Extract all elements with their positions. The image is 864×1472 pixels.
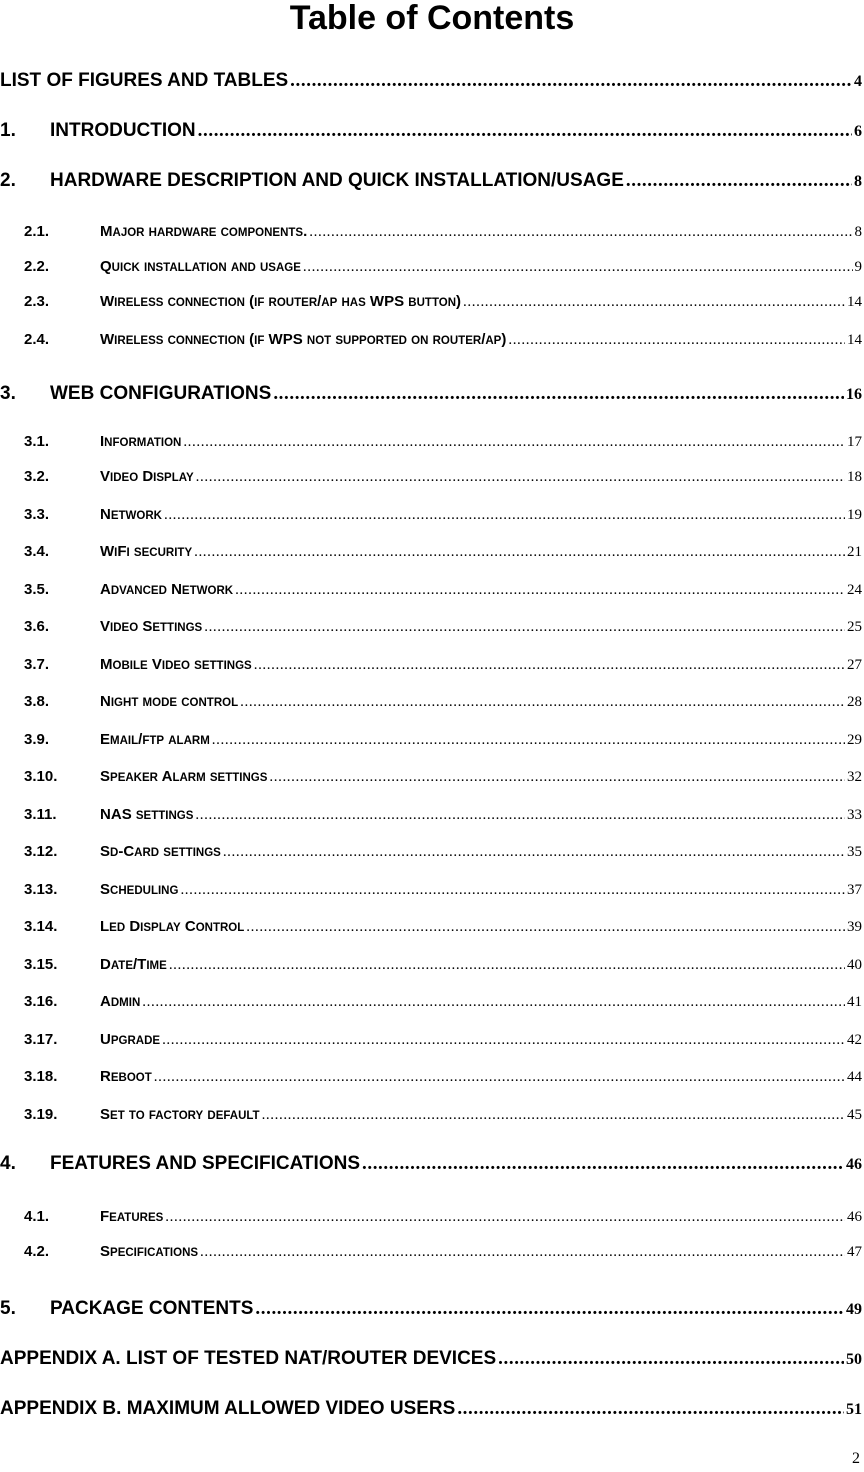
toc-entry[interactable] [0, 223, 864, 243]
toc-dot-leader [498, 1348, 844, 1370]
toc-dot-leader [255, 1298, 844, 1320]
toc-entry-label: SCHEDULING [100, 881, 179, 898]
toc-entry-label: APPENDIX B. MAXIMUM ALLOWED VIDEO USERS [0, 1398, 456, 1419]
toc-entry[interactable] [0, 293, 864, 313]
toc-entry[interactable] [0, 1031, 864, 1051]
toc-entry-label: DATE/TIME [100, 956, 167, 973]
toc-entry-number: 2.2. [24, 258, 50, 275]
toc-dot-leader [212, 732, 845, 749]
toc-entry[interactable] [0, 693, 864, 713]
toc-entry-page: 16 [846, 386, 862, 403]
toc-entry-number: 3.7. [24, 656, 50, 673]
toc-entry-label: FEATURES AND SPECIFICATIONS [50, 1153, 360, 1174]
toc-dot-leader [303, 259, 853, 276]
toc-dot-leader [262, 1107, 845, 1124]
toc-entry-label: WEB CONFIGURATIONS [50, 383, 272, 404]
toc-entry-number: 2.3. [24, 293, 50, 310]
toc-entry[interactable] [0, 506, 864, 526]
toc-entry-number: 3.19. [24, 1106, 58, 1123]
toc-entry-page: 8 [854, 224, 862, 240]
toc-entry-page: 18 [847, 469, 862, 485]
toc-entry-label: NETWORK [100, 506, 162, 523]
toc-entry-number: 4.1. [24, 1208, 50, 1225]
toc-entry[interactable] [0, 1208, 864, 1228]
toc-entry-label: WIFI SECURITY [100, 543, 193, 560]
toc-entry-page: 46 [847, 1209, 862, 1225]
toc-entry[interactable] [0, 468, 864, 488]
toc-dot-leader [183, 434, 845, 451]
toc-entry[interactable] [0, 1153, 864, 1177]
toc-entry-number: 3.15. [24, 956, 58, 973]
toc-entry-page: 42 [847, 1032, 862, 1048]
toc-dot-leader [508, 332, 845, 349]
toc-entry-number: 3.11. [24, 806, 57, 823]
toc-dot-leader [457, 1398, 844, 1420]
toc-entry-page: 50 [846, 1351, 862, 1368]
toc-entry-label: SPECIFICATIONS [100, 1243, 199, 1260]
toc-entry-number: 3.18. [24, 1068, 58, 1085]
toc-entry[interactable] [0, 331, 864, 351]
toc-entry[interactable] [0, 258, 864, 278]
toc-entry-number: 3.17. [24, 1031, 58, 1048]
toc-dot-leader [235, 582, 845, 599]
toc-entry-number: 3.6. [24, 618, 50, 635]
toc-entry-label: MOBILE VIDEO SETTINGS [100, 656, 252, 673]
toc-dot-leader [162, 1032, 845, 1049]
toc-entry[interactable] [0, 1243, 864, 1263]
toc-entry-label: APPENDIX A. LIST OF TESTED NAT/ROUTER DEVICES [0, 1348, 497, 1369]
toc-entry-number: 4.2. [24, 1243, 50, 1260]
toc-dot-leader [198, 120, 852, 142]
toc-dot-leader [200, 1244, 845, 1261]
toc-entry[interactable] [0, 170, 864, 194]
toc-entry-page: 21 [847, 544, 862, 560]
toc-entry[interactable] [0, 881, 864, 901]
toc-dot-leader [290, 70, 852, 92]
toc-entry-number: 3.13. [24, 881, 58, 898]
toc-dot-leader [164, 507, 845, 524]
toc-entry-page: 29 [847, 732, 862, 748]
toc-dot-leader [223, 844, 845, 861]
toc-dot-leader [254, 657, 845, 674]
toc-entry-page: 33 [847, 807, 862, 823]
toc-entry-label: VIDEO SETTINGS [100, 618, 203, 635]
toc-entry-page: 39 [847, 919, 862, 935]
toc-dot-leader [204, 619, 845, 636]
toc-entry-page: 17 [847, 434, 862, 450]
toc-entry-page: 32 [847, 769, 862, 785]
toc-entry-page: 46 [846, 1156, 862, 1173]
toc-entry-page: 44 [847, 1069, 862, 1085]
toc-entry-number: 5. [0, 1298, 16, 1319]
toc-entry-number: 3.8. [24, 693, 50, 710]
toc-entry[interactable] [0, 731, 864, 751]
toc-dot-leader [196, 469, 845, 486]
toc-entry-number: 4. [0, 1153, 16, 1174]
toc-dot-leader [194, 544, 845, 561]
toc-entry-number: 2.1. [24, 223, 50, 240]
toc-entry-page: 28 [847, 694, 862, 710]
toc-entry-label: SET TO FACTORY DEFAULT [100, 1106, 260, 1123]
toc-entry-page: 27 [847, 657, 862, 673]
toc-dot-leader [273, 383, 844, 405]
toc-dot-leader [180, 882, 845, 899]
toc-entry-page: 25 [847, 619, 862, 635]
toc-dot-leader [463, 294, 845, 311]
toc-entry-label: LED DISPLAY CONTROL [100, 918, 245, 935]
toc-entry-label: UPGRADE [100, 1031, 161, 1048]
toc-entry-number: 3.3. [24, 506, 50, 523]
toc-entry-label: REBOOT [100, 1068, 152, 1085]
toc-entry-page: 37 [847, 882, 862, 898]
toc-entry[interactable] [0, 383, 864, 407]
toc-entry-number: 3.4. [24, 543, 50, 560]
toc-entry-label: HARDWARE DESCRIPTION AND QUICK INSTALLATION/USAGE [50, 170, 624, 191]
toc-entry-page: 14 [847, 294, 862, 310]
toc-entry-label: SPEAKER ALARM SETTINGS [100, 768, 268, 785]
toc-entry-number: 3.10. [24, 768, 58, 785]
toc-entry-label: FEATURES [100, 1208, 164, 1225]
toc-entry-page: 35 [847, 844, 862, 860]
toc-entry-number: 2. [0, 170, 16, 191]
toc-entry-page: 4 [854, 73, 862, 90]
toc-dot-leader [154, 1069, 845, 1086]
toc-entry[interactable] [0, 806, 864, 826]
toc-entry-number: 3. [0, 383, 16, 404]
toc-entry-number: 1. [0, 120, 16, 141]
toc-entry[interactable] [0, 433, 864, 453]
toc-entry-label: ADVANCED NETWORK [100, 581, 234, 598]
toc-entry[interactable] [0, 581, 864, 601]
toc-entry-number: 3.5. [24, 581, 50, 598]
page-title: Table of Contents [289, 0, 575, 37]
toc-dot-leader [626, 170, 852, 192]
toc-entry-label: WIRELESS CONNECTION (IF WPS NOT SUPPORTED ON ROUTER/AP) [100, 331, 507, 348]
toc-entry-page: 45 [847, 1107, 862, 1123]
toc-entry-page: 19 [847, 507, 862, 523]
toc-entry[interactable] [0, 1106, 864, 1126]
toc-entry[interactable] [0, 1068, 864, 1088]
toc-entry-page: 51 [846, 1401, 862, 1418]
toc-dot-leader [165, 1209, 845, 1226]
toc-entry-page: 24 [847, 582, 862, 598]
toc-dot-leader [240, 694, 845, 711]
toc-entry-number: 3.16. [24, 993, 58, 1010]
toc-entry[interactable] [0, 70, 864, 94]
toc-entry[interactable] [0, 1298, 864, 1322]
toc-dot-leader [309, 224, 852, 241]
toc-entry-label: WIRELESS CONNECTION (IF ROUTER/AP HAS WPS BUTTON) [100, 293, 462, 310]
toc-entry-number: 2.4. [24, 331, 50, 348]
toc-entry-page: 47 [847, 1244, 862, 1260]
toc-entry-label: SD-CARD SETTINGS [100, 843, 221, 860]
toc-entry-number: 3.14. [24, 918, 58, 935]
toc-dot-leader [246, 919, 845, 936]
toc-entry-page: 14 [847, 332, 862, 348]
toc-entry-label: NAS SETTINGS [100, 806, 194, 823]
toc-entry-page: 9 [854, 259, 862, 275]
toc-entry[interactable] [0, 843, 864, 863]
toc-dot-leader [142, 994, 845, 1011]
toc-entry-label: MAJOR HARDWARE COMPONENTS. [100, 223, 308, 240]
toc-entry[interactable] [0, 543, 864, 563]
toc-entry[interactable] [0, 918, 864, 938]
toc-entry-label: NIGHT MODE CONTROL [100, 693, 239, 710]
toc-entry[interactable] [0, 1398, 864, 1422]
toc-dot-leader [362, 1153, 844, 1175]
toc-entry[interactable] [0, 993, 864, 1013]
toc-entry-label: QUICK INSTALLATION AND USAGE [100, 258, 301, 275]
toc-entry-number: 3.1. [24, 433, 50, 450]
toc-dot-leader [195, 807, 845, 824]
toc-entry-page: 41 [847, 994, 862, 1010]
toc-entry-number: 3.2. [24, 468, 50, 485]
toc-entry-label: PACKAGE CONTENTS [50, 1298, 254, 1319]
toc-entry-number: 3.12. [24, 843, 58, 860]
toc-entry-page: 49 [846, 1301, 862, 1318]
toc-entry[interactable] [0, 1348, 864, 1372]
toc-entry[interactable] [0, 956, 864, 976]
page-number: 2 [852, 1450, 860, 1467]
toc-entry[interactable] [0, 768, 864, 788]
toc-entry-label: ADMIN [100, 993, 141, 1010]
toc-entry-label: LIST OF FIGURES AND TABLES [0, 70, 289, 91]
toc-entry-label: INFORMATION [100, 433, 182, 450]
toc-entry-number: 3.9. [24, 731, 50, 748]
toc-entry[interactable] [0, 656, 864, 676]
toc-entry-page: 6 [854, 123, 862, 140]
toc-entry-label: VIDEO DISPLAY [100, 468, 194, 485]
toc-entry-label: EMAIL/FTP ALARM [100, 731, 210, 748]
toc-entry-label: INTRODUCTION [50, 120, 196, 141]
toc-entry[interactable] [0, 120, 864, 144]
toc-entry[interactable] [0, 618, 864, 638]
toc-dot-leader [169, 957, 845, 974]
toc-entry-page: 8 [854, 173, 862, 190]
toc-entry-page: 40 [847, 957, 862, 973]
toc-dot-leader [269, 769, 845, 786]
